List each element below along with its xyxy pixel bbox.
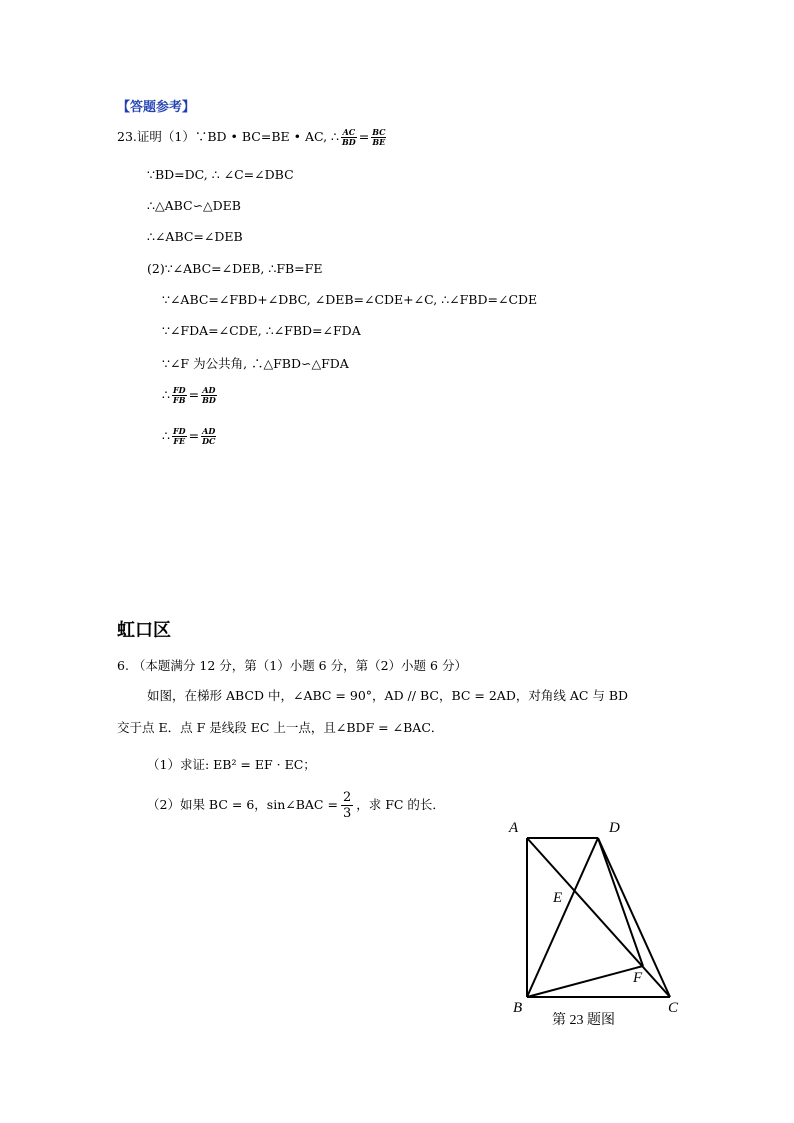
problem-statement-1: 如图，在梯形 ABCD 中，∠ABC = 90°，AD // BC，BC = 2AD，对角线 AC 与 BD (147, 688, 629, 703)
frac-num: AD (202, 426, 216, 436)
segment-ac (527, 838, 670, 997)
proof-line-8: ∵∠F 为公共角, ∴△FBD∽△FDA (162, 356, 349, 371)
problem-statement-2: 交于点 E．点 F 是线段 EC 上一点，且∠BDF = ∠BAC． (117, 720, 444, 735)
frac-num: FD (172, 426, 186, 436)
figure-caption: 第 23 题图 (552, 1013, 615, 1028)
label-b: B (513, 1000, 523, 1016)
label-d: D (609, 820, 620, 836)
therefore-symbol: ∴ (162, 387, 170, 402)
q23-line-1-text: 23.证明（1）∵BD • BC=BE • AC, ∴ (117, 129, 339, 144)
label-f: F (633, 970, 643, 986)
fraction-fd-fe (172, 427, 187, 446)
proof-line-6: ∵∠ABC=∠FBD+∠DBC, ∠DEB=∠CDE+∠C, ∴∠FBD=∠CDE (162, 292, 538, 307)
frac-num: FD (172, 385, 186, 395)
frac-num: 2 (342, 790, 352, 805)
proof-line-4: ∴∠ABC=∠DEB (147, 229, 243, 244)
proof-line-3: ∴△ABC∽△DEB (147, 198, 241, 213)
proof-line-10 (162, 427, 218, 446)
proof-line-9 (162, 386, 219, 405)
equals-sign: = (188, 387, 200, 402)
proof-line-5: (2)∵∠ABC=∠DEB, ∴FB=FE (147, 261, 323, 276)
fraction-ad-dc (201, 427, 216, 446)
proof-line-2: ∵BD=DC, ∴ ∠C=∠DBC (147, 167, 294, 182)
answer-reference-heading: 【答题参考】 (117, 100, 196, 115)
frac-num: AC (342, 127, 356, 137)
frac-den: 3 (342, 806, 352, 821)
frac-num: AD (202, 385, 216, 395)
proof-line-7: ∵∠FDA=∠CDE, ∴∠FBD=∠FDA (162, 323, 361, 338)
label-a: A (509, 820, 519, 836)
frac-den: BE (372, 137, 386, 147)
therefore-symbol: ∴ (162, 428, 170, 443)
frac-den: DC (202, 436, 216, 446)
part-2-prefix: （2）如果 BC = 6，sin∠BAC = (147, 797, 338, 812)
fraction-ac-bd (341, 128, 357, 147)
problem-part-2 (147, 790, 445, 821)
label-e: E (553, 890, 563, 906)
frac-num: BC (372, 127, 386, 137)
equals-sign: = (358, 129, 370, 144)
q23-line-1 (117, 127, 388, 147)
fraction-two-thirds (341, 790, 353, 821)
fraction-fd-fb (172, 386, 187, 405)
fraction-ad-bd (201, 386, 217, 405)
segment-df (598, 838, 643, 966)
segment-bd (527, 838, 598, 997)
equals-sign: = (188, 428, 200, 443)
problem-part-1: （1）求证: EB² = EF · EC； (147, 757, 316, 772)
segment-bf (527, 966, 643, 997)
frac-den: BD (342, 137, 356, 147)
problem-header: 6. （本题满分 12 分，第（1）小题 6 分，第（2）小题 6 分） (117, 658, 467, 673)
fraction-bc-be (371, 128, 386, 147)
trapezoid-figure (505, 812, 690, 1037)
frac-den: FB (173, 395, 186, 405)
part-2-suffix: ，求 FC 的长． (356, 797, 445, 812)
frac-den: FE (173, 436, 186, 446)
frac-den: BD (202, 395, 216, 405)
district-title: 虹口区 (117, 620, 171, 641)
label-c: C (668, 1000, 679, 1016)
